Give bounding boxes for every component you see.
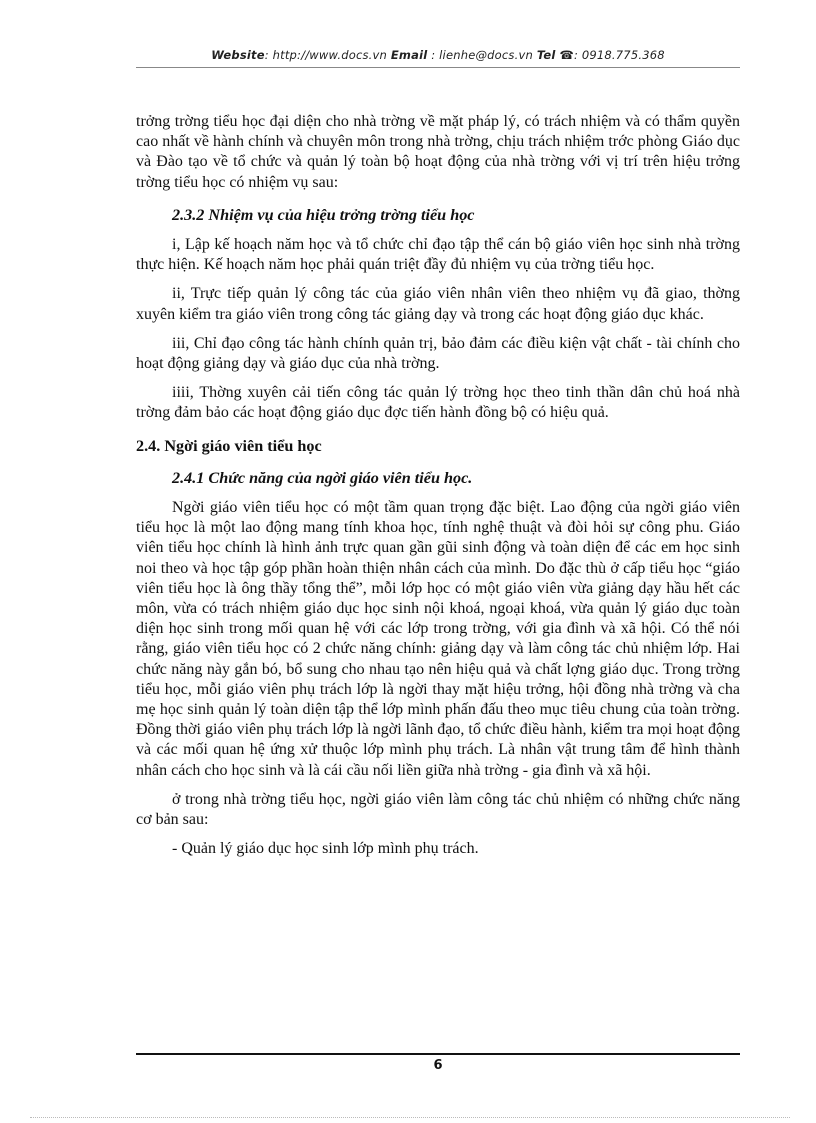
paragraph-task-iiii: iiii, Thờng xuyên cải tiến công tác quản lý trờng học theo tinh thần dân chủ hoá nhà trờng đảm bảo các hoạt động giáo dục đợc tiến hành đồng bộ có hiệu quả.	[136, 384, 740, 422]
website-label: Website	[211, 48, 265, 62]
tel-value: : 0918.775.368	[573, 48, 665, 62]
page-number: 6	[433, 1058, 443, 1073]
heading-2-3-2: 2.3.2 Nhiệm vụ của hiệu trởng trờng tiểu học	[172, 205, 475, 224]
page-edge	[30, 1117, 790, 1118]
paragraph-homeroom: ở trong nhà trờng tiểu học, ngời giáo viên làm công tác chủ nhiệm có những chức năng cơ bản sau:	[136, 790, 740, 829]
website-value: : http://www.docs.vn	[264, 48, 388, 62]
paragraph-task-ii: ii, Trực tiếp quản lý công tác của giáo viên nhân viên theo nhiệm vụ đã giao, thờng xuyên kiểm tra giáo viên trong công tác giảng dạy và trong các hoạt động giáo dục khác.	[136, 285, 740, 323]
list-item-1: - Quản lý giáo dục học sinh lớp mình phụ trách.	[172, 840, 479, 858]
header-divider	[136, 67, 740, 68]
paragraph-teacher-role: Ngời giáo viên tiểu học có một tầm quan trọng đặc biệt. Lao động của ngời giáo viên tiểu học là một lao động mang tính khoa học, tính nghệ thuật và đòi hỏi sự công phu. Giáo viên tiểu học chính là hình ảnh trực quan gần gũi sinh động và toàn diện để các em học sinh noi theo và học tập góp phần hoàn thiện nhân cách của mình. Do đặc thù ở cấp tiểu học “giáo viên tiểu học là ông thầy tổng thể”, mỗi lớp học có một giáo viên vừa giảng dạy hầu hết các môn, vừa có trách nhiệm giáo dục học sinh nội khoá, ngoại khoá, vừa quản lý giáo dục toàn diện học sinh trong mối quan hệ với các lớp trong trờng, với gia đình và xã hội. Có thể nói rằng, giáo viên tiểu học có 2 chức năng chính: giảng dạy và làm công tác chủ nhiệm lớp. Hai chức năng này gắn bó, bổ sung cho nhau tạo nên hiệu quả và chất lợng giáo dục. Trong trờng tiểu học, mỗi giáo viên phụ trách lớp là ngời thay mặt hiệu trởng, hội đồng nhà trờng và cha mẹ học sinh quản lý toàn diện tập thể lớp mình phấn đấu theo mục tiêu chung của toàn trờng. Đồng thời giáo viên phụ trách lớp là ngời lãnh đạo, tổ chức điều hành, kiểm tra mọi hoạt động và các mối quan hệ ứng xử thuộc lớp mình phụ trách. Là nhân vật trung tâm để hình thành nhân cách cho học sinh và là cái cầu nối liền giữa nhà trờng - gia đình và xã hội.	[136, 499, 740, 779]
tel-label: Tel	[536, 48, 556, 62]
email-label: Email	[390, 48, 428, 62]
page-header	[136, 48, 740, 62]
paragraph-task-iii: iii, Chỉ đạo công tác hành chính quản trị, bảo đảm các điều kiện vật chất - tài chính cho hoạt động giảng dạy và giáo dục của nhà trờng.	[136, 334, 740, 373]
email-value: : lienhe@docs.vn	[431, 48, 533, 62]
phone-icon: ☎	[559, 48, 574, 62]
paragraph-intro: trởng trờng tiểu học đại diện cho nhà trờng về mặt pháp lý, có trách nhiệm và có thẩm quyền cao nhất về hành chính và chuyên môn trong nhà trờng, chịu trách nhiệm trớc phòng Giáo dục và Đào tạo về tổ chức và quản lý toàn bộ hoạt động của nhà trờng với vị trí trên hiệu trởng trờng tiểu học có nhiệm vụ sau:	[136, 113, 740, 191]
footer-divider	[136, 1053, 740, 1055]
heading-2-4: 2.4. Ngời giáo viên tiểu học	[136, 436, 322, 455]
paragraph-task-i: i, Lập kế hoạch năm học và tổ chức chỉ đạo tập thể cán bộ giáo viên học sinh nhà trờng thực hiện. Kế hoạch năm học phải quán triệt đầy đủ nhiệm vụ của trờng tiểu học.	[136, 236, 740, 274]
document-body	[136, 112, 740, 860]
heading-2-4-1: 2.4.1 Chức năng của ngời giáo viên tiểu học.	[172, 468, 473, 487]
